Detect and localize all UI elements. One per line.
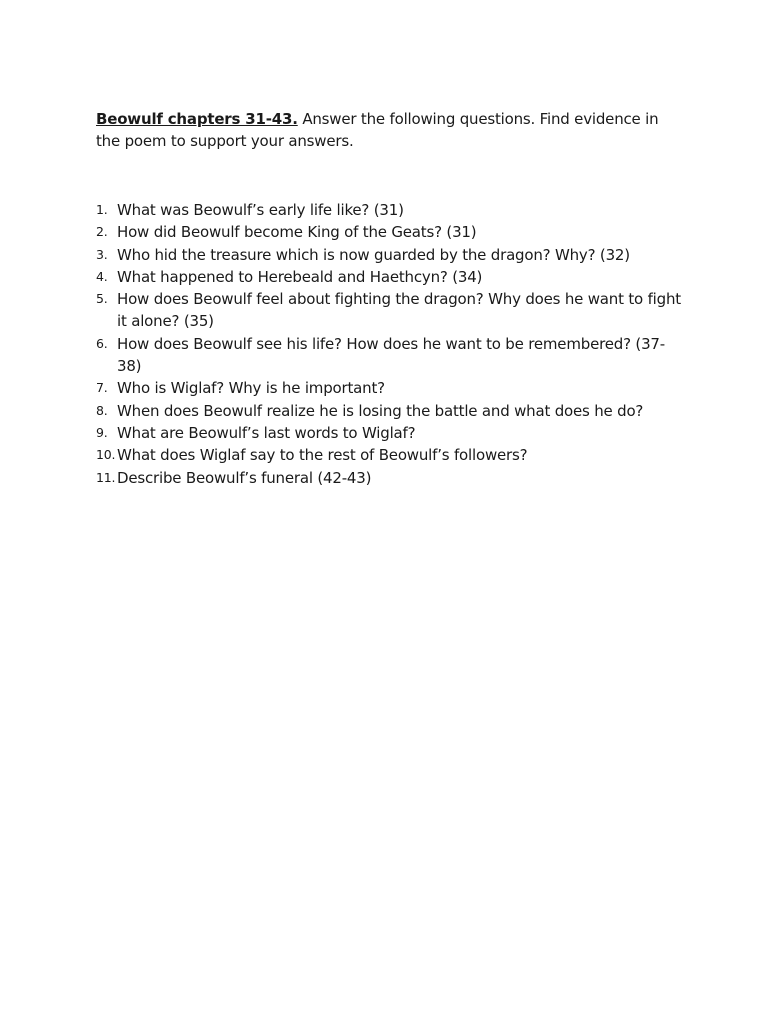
list-item (96, 467, 686, 489)
list-item (96, 333, 686, 378)
assignment-heading: Beowulf chapters 31-43. (96, 110, 298, 128)
question-text: What was Beowulf’s early life like? (31) (117, 201, 404, 219)
question-text: How did Beowulf become King of the Geats? (31) (117, 223, 477, 242)
question-number: 2. (96, 224, 108, 240)
question-number: 3. (96, 246, 108, 262)
assignment-instructions: Answer the following questions. Find evidence in the poem to support your answers. (96, 110, 659, 150)
list-item (96, 288, 686, 333)
list-item (96, 377, 686, 399)
question-number: 5. (96, 291, 108, 307)
question-text: Who is Wiglaf? Why is he important? (117, 379, 385, 398)
question-number: 8. (96, 402, 108, 418)
list-item (96, 266, 686, 288)
question-number: 10. (96, 447, 116, 463)
question-number: 7. (96, 380, 108, 396)
question-text: What are Beowulf’s last words to Wiglaf? (117, 423, 416, 442)
list-item (96, 221, 686, 243)
question-text: Who hid the treasure which is now guarded by the dragon? Why? (32) (117, 245, 630, 264)
question-number: 1. (96, 202, 108, 217)
question-number: 11. (96, 469, 116, 485)
question-text: Describe Beowulf’s funeral (42-43) (117, 468, 372, 487)
question-text: How does Beowulf see his life? How does he want to be remembered? (37-38) (117, 334, 665, 376)
intro-paragraph (96, 108, 686, 152)
list-item (96, 422, 686, 444)
question-list (96, 199, 686, 489)
list-item (96, 400, 686, 422)
question-number: 4. (96, 268, 108, 284)
list-item (96, 444, 686, 466)
question-text: What happened to Herebeald and Haethcyn? (34) (117, 267, 483, 286)
question-text: When does Beowulf realize he is losing the battle and what does he do? (117, 401, 644, 420)
list-item (96, 199, 686, 221)
question-number: 9. (96, 424, 108, 440)
question-number: 6. (96, 335, 108, 351)
list-item (96, 244, 686, 266)
question-text: What does Wiglaf say to the rest of Beowulf’s followers? (117, 446, 528, 465)
document-page (96, 108, 686, 487)
question-text: How does Beowulf feel about fighting the dragon? Why does he want to fight it alone? (35) (117, 290, 681, 331)
